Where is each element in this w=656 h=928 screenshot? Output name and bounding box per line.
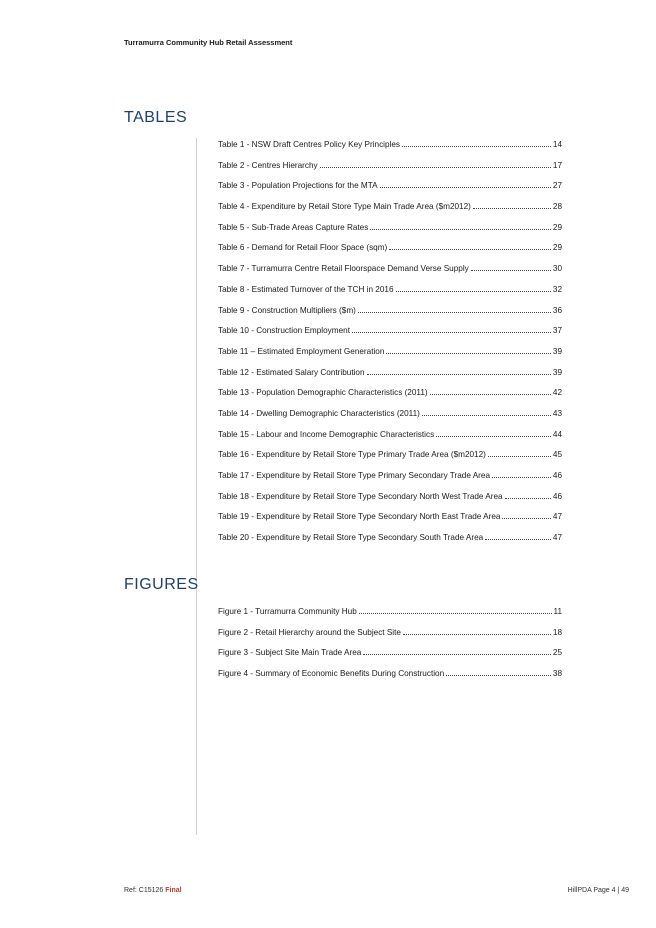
footer-ref-status: Final	[165, 887, 182, 894]
table-entry-label: Table 16 - Expenditure by Retail Store Type Primary Trade Area ($m2012)	[218, 450, 486, 460]
table-entry[interactable]	[218, 243, 562, 264]
table-entry-page: 47	[552, 533, 562, 543]
table-entry[interactable]	[218, 388, 562, 409]
table-entry[interactable]	[218, 512, 562, 533]
tables-list	[218, 140, 562, 554]
table-entry-page: 39	[552, 346, 562, 356]
table-entry-label: Table 8 - Estimated Turnover of the TCH in 2016	[218, 284, 394, 294]
table-entry-page: 45	[552, 450, 562, 460]
table-entry[interactable]	[218, 430, 562, 451]
table-entry-page: 44	[552, 429, 562, 439]
figure-entry[interactable]	[218, 628, 562, 649]
table-entry-page: 14	[552, 140, 562, 149]
dot-leader	[502, 518, 550, 519]
dot-leader	[446, 675, 551, 676]
table-entry[interactable]	[218, 533, 562, 554]
table-entry-label: Table 18 - Expenditure by Retail Store Type Secondary North West Trade Area	[218, 491, 503, 501]
dot-leader	[403, 634, 551, 635]
figure-entry[interactable]	[218, 607, 562, 628]
dot-leader	[505, 498, 551, 499]
table-entry-label: Table 9 - Construction Multipliers ($m)	[218, 305, 356, 315]
dot-leader	[430, 394, 551, 395]
table-entry-page: 46	[552, 471, 562, 480]
dot-leader	[386, 353, 550, 354]
table-entry-page: 36	[552, 305, 562, 315]
table-entry-page: 39	[552, 367, 562, 377]
table-entry-label: Table 20 - Expenditure by Retail Store Type Secondary South Trade Area	[218, 533, 484, 543]
table-entry-label: Table 11 – Estimated Employment Generation	[218, 346, 385, 356]
figure-entry[interactable]	[218, 648, 562, 669]
dot-leader	[320, 167, 551, 168]
table-entry[interactable]	[218, 471, 562, 492]
table-entry-page: 17	[552, 160, 562, 170]
table-entry[interactable]	[218, 450, 562, 471]
table-entry-label: Table 13 - Population Demographic Characteristics (2011)	[218, 388, 428, 398]
table-entry-page: 47	[552, 512, 562, 522]
dot-leader	[402, 146, 551, 147]
figure-entry-label: Figure 4 - Summary of Economic Benefits During Construction	[218, 669, 445, 679]
document-header-title: Turramurra Community Hub Retail Assessment	[124, 38, 293, 47]
table-entry[interactable]	[218, 409, 562, 430]
table-entry-label: Table 15 - Labour and Income Demographic Characteristics	[218, 429, 435, 439]
figure-entry-label: Figure 1 - Turramurra Community Hub	[218, 607, 357, 616]
dot-leader	[471, 270, 551, 271]
footer-page-number: HillPDA Page 4 | 49	[567, 887, 629, 894]
figure-entry-page: 11	[553, 607, 562, 616]
table-entry[interactable]	[218, 140, 562, 161]
table-entry-label: Table 5 - Sub-Trade Areas Capture Rates	[218, 222, 369, 232]
table-entry[interactable]	[218, 161, 562, 182]
dot-leader	[358, 312, 551, 313]
table-entry-page: 37	[552, 326, 562, 336]
table-entry-label: Table 4 - Expenditure by Retail Store Type Main Trade Area ($m2012)	[218, 202, 471, 212]
table-entry-page: 43	[552, 408, 562, 418]
tables-heading: TABLES	[124, 109, 188, 126]
table-entry-label: Table 10 - Construction Employment	[218, 326, 350, 336]
table-entry-page: 46	[552, 491, 562, 501]
table-entry-page: 42	[552, 388, 562, 398]
dot-leader	[367, 374, 551, 375]
dot-leader	[492, 477, 551, 478]
dot-leader	[380, 187, 551, 188]
table-entry-label: Table 7 - Turramurra Centre Retail Floorspace Demand Verse Supply	[218, 264, 469, 274]
dot-leader	[436, 436, 551, 437]
dot-leader	[363, 654, 551, 655]
table-entry-page: 29	[552, 243, 562, 253]
table-entry[interactable]	[218, 492, 562, 513]
table-entry-label: Table 6 - Demand for Retail Floor Space (sqm)	[218, 243, 388, 253]
table-entry[interactable]	[218, 347, 562, 368]
dot-leader	[359, 613, 552, 614]
table-entry-page: 28	[552, 202, 562, 212]
table-entry[interactable]	[218, 326, 562, 347]
table-entry-label: Table 19 - Expenditure by Retail Store Type Secondary North East Trade Area	[218, 512, 501, 522]
dot-leader	[488, 456, 551, 457]
margin-divider	[196, 138, 197, 835]
table-entry[interactable]	[218, 202, 562, 223]
dot-leader	[389, 249, 551, 250]
table-entry-page: 29	[552, 222, 562, 232]
dot-leader	[473, 208, 551, 209]
table-entry[interactable]	[218, 306, 562, 327]
table-entry-page: 32	[552, 284, 562, 294]
dot-leader	[485, 539, 551, 540]
figure-entry[interactable]	[218, 669, 562, 690]
dot-leader	[352, 332, 551, 333]
table-entry-label: Table 17 - Expenditure by Retail Store Type Primary Secondary Trade Area	[218, 471, 490, 480]
table-entry[interactable]	[218, 368, 562, 389]
dot-leader	[422, 415, 551, 416]
footer-reference	[124, 887, 182, 894]
figure-entry-page: 18	[552, 627, 562, 637]
figures-list	[218, 607, 562, 690]
figures-heading: FIGURES	[124, 576, 199, 593]
table-entry[interactable]	[218, 181, 562, 202]
figure-entry-page: 25	[552, 648, 562, 658]
table-entry-label: Table 1 - NSW Draft Centres Policy Key Principles	[218, 140, 401, 149]
footer-ref-number: Ref: C15126	[124, 887, 164, 894]
table-entry-label: Table 3 - Population Projections for the MTA	[218, 181, 378, 191]
table-entry-label: Table 14 - Dwelling Demographic Characteristics (2011)	[218, 408, 420, 418]
table-entry-label: Table 12 - Estimated Salary Contribution	[218, 367, 365, 377]
table-entry-page: 30	[552, 264, 562, 274]
figure-entry-page: 38	[552, 669, 562, 679]
dot-leader	[396, 291, 551, 292]
table-entry-label: Table 2 - Centres Hierarchy	[218, 160, 318, 170]
figure-entry-label: Figure 3 - Subject Site Main Trade Area	[218, 648, 362, 658]
table-entry[interactable]	[218, 264, 562, 285]
figure-entry-label: Figure 2 - Retail Hierarchy around the Subject Site	[218, 627, 401, 637]
dot-leader	[370, 229, 551, 230]
table-entry-page: 27	[552, 181, 562, 191]
table-entry[interactable]	[218, 223, 562, 244]
table-entry[interactable]	[218, 285, 562, 306]
